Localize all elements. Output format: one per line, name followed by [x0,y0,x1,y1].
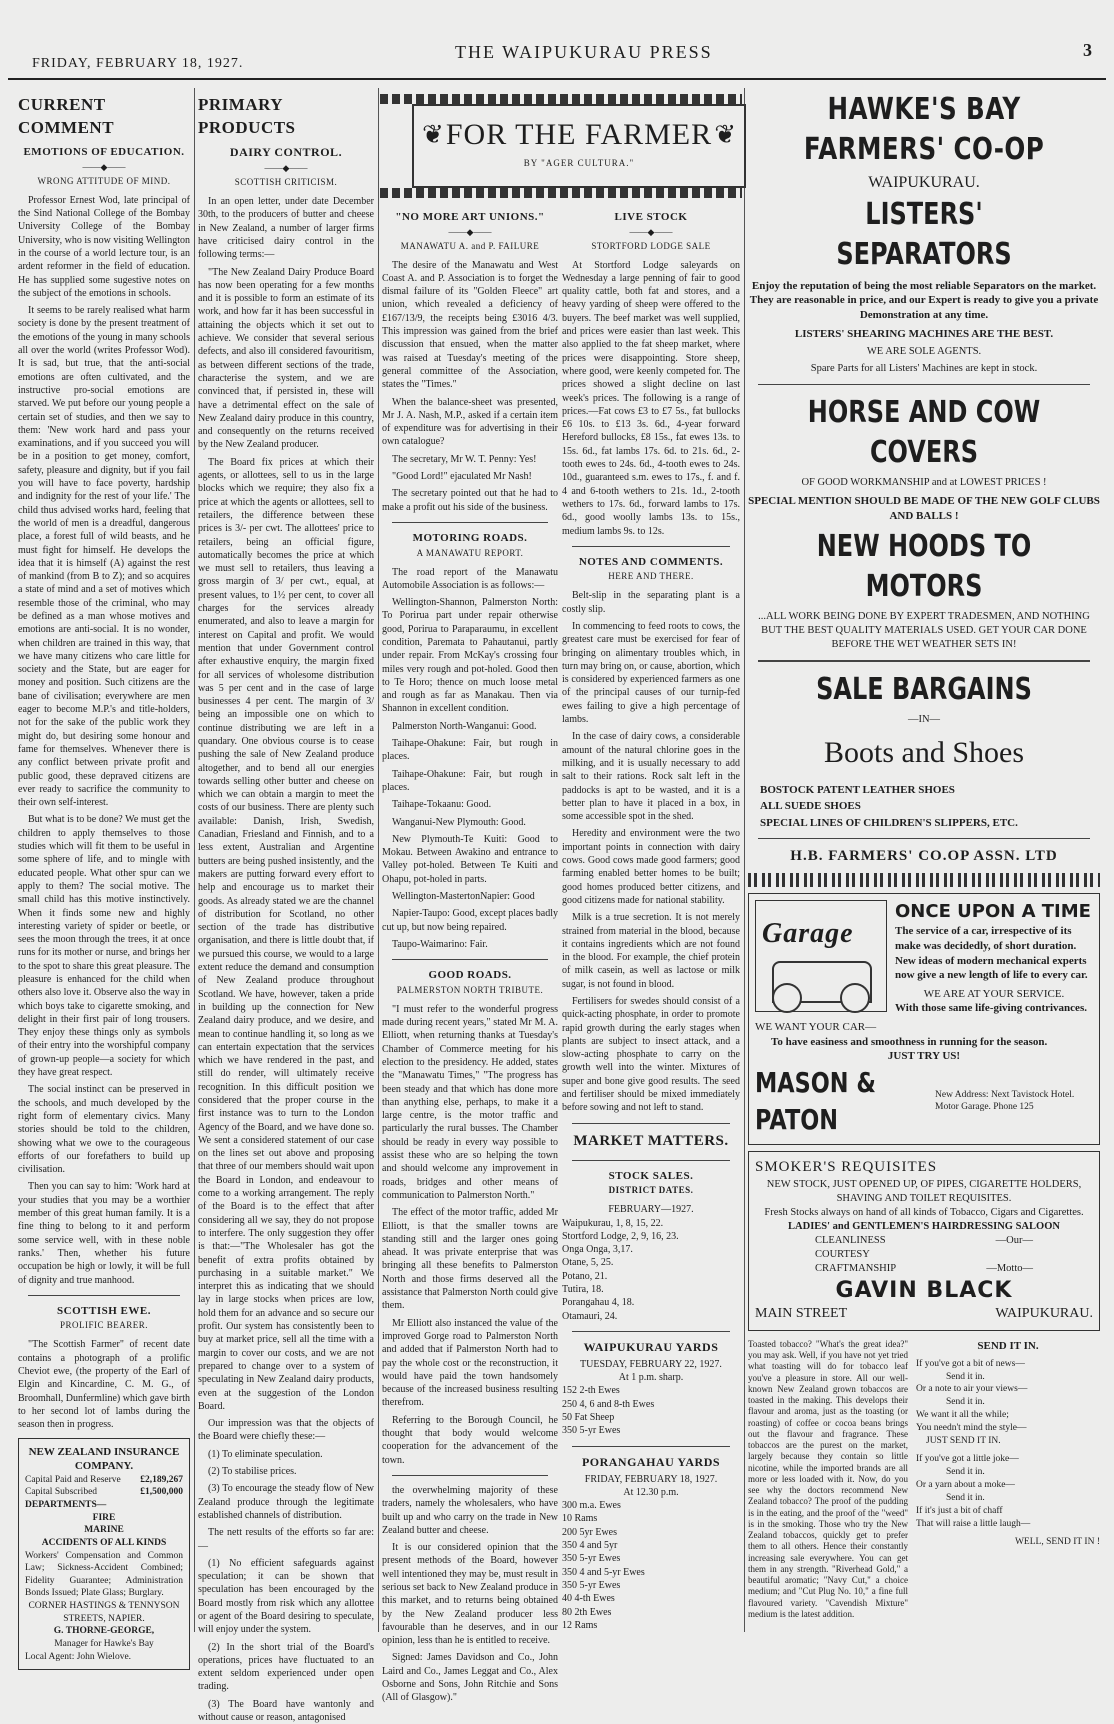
try-us-text: JUST TRY US! [887,1050,961,1063]
sale-date-row: Otamauri, 24. [562,1310,618,1322]
article-paragraph: Napier-Taupo: Good, except places badly cut up, but now being repaired. [382,908,558,933]
hoods-heading: NEW HOODS TO MOTORS [816,529,1032,605]
garage-advert [748,893,1100,1145]
article-paragraph: The desire of the Manawatu and West Coast A. and P. Association is to forget the dismal failure of its "Golden Fleece" art union, which revealed a deficiency of £167/13/9, the receipts being £3016 4/3. This impression was gained from the brief discussion that ensued, when the matter was raised at Tuesday's meeting of the general committee of the Association, states the "Times." [382,259,558,391]
spare-parts-text: Spare Parts for all Listers' Machines are kept in stock. [810,363,1038,375]
article-title: STOCK SALES. [608,1169,694,1182]
garage-word: Garage [762,918,854,950]
poem-line: If it's just a bit of chaff [916,1505,1003,1516]
article-paragraph: "I must refer to the wonderful progress made during recent years," stated Mr M. A. Elliott, when returning thanks at Tuesday's Chamber of Commerce meeting for his election to the presidency. He added, states the "Manawatu Times," "The progress has been steady and that which has done more than anything else, perhaps, to make it a large centre, is the motor traffic and particularly the rural busses. The Chamber should be ready in every way possible to assist these who are so helping the town and should welcome any improvement in roads, bridges and other means of communication to Palmerston North." [382,1003,558,1201]
column-current-comment [18,88,190,1662]
shearing-text: LISTERS' SHEARING MACHINES ARE THE BEST. [794,327,1054,340]
article-title: NOTES AND COMMENTS. [578,555,724,568]
bottom-section [748,1339,1100,1620]
courtesy-text: COURTESY [815,1249,870,1261]
article-paragraph: Taihape-Ohakune: Fair, but rough in places. [382,738,558,763]
insurance-manager: G. THORNE-GEORGE, [53,1626,155,1637]
garage-car-illustration [755,900,887,1012]
coop-advert [748,90,1100,652]
department-item: ACCIDENTS OF ALL KINDS [41,1537,167,1548]
insurance-lines: Workers' Compensation and Common Law; Sickness-Accident Combined; Fidelity Guarantee; Administration Bonds Issued; Plate Glass; Burglary. [25,1550,183,1599]
yards-item: 350 5-yr Ewes [562,1425,621,1437]
banner-title: FOR THE FARMER [445,118,713,151]
article-paragraph: When the balance-sheet was presented, Mr J. A. Nash, M.P., asked if a certain item of expenditure was for advertising in their own catalogue? [382,396,558,448]
yards-title: WAIPUKURAU YARDS [583,1339,719,1354]
hb-coop-name: H.B. FARMERS' CO.OP ASSN. LTD [790,848,1058,865]
article-subtitle: SCOTTISH CRITICISM. [234,177,338,188]
capital-paid-row: Capital Paid and Reserve £2,189,267 [25,1474,183,1485]
article-paragraph: "The New Zealand Dairy Produce Board has now been operating for a few months and it is possible to form an estimate of its work, and how far it has been successful in attaining the objects which it set out to achieve. We consider that several serious defects, and also ill considered favouritism, as between different sections of the trade, characterise the system, and we are convinced that, if persisted in, these will have a detrimental effect on the sale of New Zealand dairy produce in this country, and consequently on the returns received by the New Zealand producer. [198,266,374,451]
article-paragraph: The effect of the motor traffic, added Mr Elliott, is that the smaller towns are standing still and the larger ones going ahead. It was private enterprise that was bringing all these benefits to Palmerston North and those firms deserved all the assistance that Palmerston North could give them. [382,1207,558,1312]
article-paragraph: The Board fix prices at which their agents, or allottees, sell to us in the large blocks which we require; they also fix a price at which the agents or allottees, sell to retailers, the difference between these prices is 3/- per cwt. The allottees' price to retailers, being an official figure, automatically becomes the price at which we must sell to retailers, thus leaving a gross margin of 3/ per cwt., equal, at present values, to 1½ per cent, to cover all charges for the services already enumerated, and also to leave a margin for interest on Capital and profit. We would mention that under Government control after exhaustive enquiry, the margin fixed for all services of wholesome distribution was 5 per cent and in the case of large businesses 4 per cent. The margin of 3/ being an impossible one on which to continue distributing we are left in a quandary. One obvious course is to cease pushing the sale of New Zealand produce altogether, and to bend all our energies towards selling other butter and cheese on which we can obtain a margin to meet the costs of our business. There are plenty such available: Danish, Irish, Swedish, Canadian, Friesland and Finnish, and to a less extent, Australian and Argentine butters are being pushed insistently, and the makers are putting forward every effort to help and encourage us to market their goods. As already stated we are the channel of distribution for Scotland, no other section of the trade has distributive organisation, and there is little doubt that, if we pursued this course, we would to a large extent reduce the demand and consumption of New Zealand produce throughout Scotland. We have, however, taken a pride in building up the connection for New Zealand dairy produce, and we desire, and mean to continue handling it, so long as we can entertain expectation that the services which we have rendered in the past, and still do render, will ultimately receive recognition. In this difficult position we considered that the proper course in the first instance was to turn to the London Agency of the Board, and we have done so. We sent a considered statement of our case on the lines set out above and proposing that three of our members should wait upon the Board in London, and endeavour to come to a working arrangement. The reply of the Board is to the effect that after considering all we say, they do not propose to interfere. The only suggestion they offer is that:—"The Wholesaler has got the benefit of extra profits obtained by purchasing in a suitable market." We interpret this as indicating that we should lay in large stocks when prices are low, hold them for an advance and so secure our profit. Our system has consistently been to buy at market price, sell all the time with a margin to cover our costs, and we are not prepared to change over to a system of speculating in New Zealand dairy products, even at the suggestion of the London Board. [198,456,374,1412]
coop-title: HAWKE'S BAY FARMERS' CO-OP [803,92,1045,167]
yards-item: 80 2th Ewes [562,1606,612,1618]
poem-line: Or a note to air your views— [916,1384,1028,1395]
covers-heading: HORSE AND COW COVERS [807,395,1041,471]
yards-item: 12 Rams [562,1619,598,1631]
shoe-line: ALL SUEDE SHOES [760,800,861,813]
article-paragraph: Wellington-Shannon, Palmerston North: To Porirua part under repair otherwise good, Porirua to Paraparaumu, in excellent condition, Paremata to Pahautanui, partly under repair. From McKay's crossing four miles very rough and pot-holed. Good then to Te Horo; thence on much loose metal and rough as far as Manakau. Then via Shannon in excellent condition. [382,597,558,715]
wheat-sprig-icon: ❦ [714,120,736,149]
article-subtitle: HERE AND THERE. [608,571,694,582]
yards-date: FRIDAY, FEBRUARY 18, 1927. [584,1473,718,1485]
article-subtitle: DISTRICT DATES. [608,1185,694,1196]
article-title: LIVE STOCK [614,211,688,223]
article-paragraph: New Plymouth-Te Kuiti: Good to Mokau. Between Awakino and entrance to Valley pot-holed. Between Te Kuiti and Ohapu, pot-holed in parts. [382,833,558,885]
sale-date-row: Waipukurau, 1, 8, 15, 22. [562,1217,664,1229]
article-paragraph: In the case of dairy cows, a considerable amount of the natural chlorine goes in the milking, and it is usually necessary to add salt to their rations. Rock salt left in the paddocks is apt to be wasted, and it is a better plan to have it placed in a box, in some accessible spot in the shed. [562,731,740,823]
boots-heading: Boots and Shoes [823,735,1024,769]
ornament-divider: ——◆—— [264,163,308,174]
gavin-black-name: GAVIN BLACK [835,1278,1013,1304]
poem-line: You needn't mind the style— [916,1422,1027,1433]
capital-subscribed-row: Capital Subscribed £1,500,000 [25,1487,183,1498]
article-paragraph: Fertilisers for swedes should consist of a quick-acting phosphate, in order to promote rapid growth during the early stages when plants are subject to insect attack, and a slow-acting phosphate to carry on the growth well into the winter. Mixtures of super and bone give good results. The seed and fertiliser should be mixed immediately before sowing and not left to stand. [562,996,740,1114]
wheel-icon [772,983,802,1013]
article-paragraph: The nett results of the efforts so far are:— [198,1527,374,1552]
article-paragraph: Taihape-Ohakune: Fair, but rough in places. [382,768,558,793]
insurance-manager-title: Manager for Hawke's Bay [54,1638,154,1649]
article-title: GOOD ROADS. [428,969,512,982]
yards-item: 350 5-yr Ewes [562,1579,621,1591]
article-paragraph: the overwhelming majority of these traders, namely the wholesalers, who have built up and who carry on the trade in New Zealand butter and cheese. [382,1484,558,1536]
sale-date-row: Onga Onga, 3,17. [562,1244,633,1256]
month-label: FEBRUARY—1927. [608,1204,694,1216]
tobacco-article: Toasted tobacco? "What's the great idea?" you may ask. Well, if you have not yet tried what toasting will do for tobacco leaf you've a pleasure in store. All our well-known New Zealand grown tobaccos are toasted in the making. This develops their flavour and aroma, just as the toasting (or roasting) of coffee or cocoa beans brings out the flavour and fragrance. These tobaccos are the purest on the market, largely because they contain so little nicotine, while the imported brands are all more or less loaded with it. Now, do you see why the doctors recommend New Zealand tobacco? The proof of the pudding is in the eating, and the proof of the "weed" is in the smoking. Those who try the New Zealand tobaccos, quickly get to prefer them to all others. Hence their constantly increasing sale everywhere. You can get them in any strength. "Riverhead Gold," a beautiful aromatic; "Navy Cut," a choice medium; and "Cut Plug No. 10," a fine full flavoured variety. "Cavendish Mixture" medium is the latest addition. [748,1338,908,1619]
ornamental-border-bottom [380,188,742,198]
poem-line: Send it in. [946,1467,985,1478]
article-paragraph: Referring to the Borough Council, he thought that body would welcome cooperation for the advancement of the town. [382,1414,558,1466]
poem-line: If you've got a little joke— [916,1454,1019,1465]
poem-line: Or a yarn about a moke— [916,1480,1015,1491]
section-heading: CURRENT COMMENT [18,95,115,137]
hoods-text: ...ALL WORK BEING DONE BY EXPERT TRADESMEN, AND NOTHING BUT THE BEST QUALITY MATERIALS USED. GET YOUR CAR DONE BEFORE THE WET WEATHER SETS IN! [758,611,1090,650]
smokers-heading: SMOKER'S REQUISITES [755,1159,938,1176]
newspaper-title: THE WAIPUKURAU PRESS [455,42,713,62]
article-title: DAIRY CONTROL. [229,145,343,160]
article-paragraph: (2) To stabilise prices. [208,1466,297,1478]
sale-date-row: Porangahau 4, 18. [562,1297,635,1309]
want-car-text: WE WANT YOUR CAR— [755,1021,877,1034]
poem-title: SEND IT IN. [977,1339,1039,1352]
column-primary-products [198,88,374,1724]
article-paragraph: It is our considered opinion that the present methods of the Board, however well intentioned they may be, must result in serious set back to New Zealand produce in this market, and to returns being obtained by the New Zealand producer less favourable than he deserves, and in our opinion, less than he is entitled to receive. [382,1542,558,1647]
saloon-text: LADIES' and GENTLEMEN'S HAIRDRESSING SALOON [788,1221,1060,1233]
article-paragraph: In commencing to feed roots to cows, the greatest care must be exercised for fear of bringing on alimentary troubles which, in turn may bring on, or cause, abortion, which is considered by experienced farmers as one of the principal causes of our turnip-fed ewes failing to give a high percentage of lambs. [562,620,740,726]
article-subtitle: WRONG ATTITUDE OF MIND. [37,175,171,186]
issue-date: FRIDAY, FEBRUARY 18, 1927. [32,56,244,71]
article-paragraph: (1) To eliminate speculation. [208,1448,323,1460]
article-paragraph: Our impression was that the objects of the Board were chiefly these:— [198,1418,374,1443]
article-paragraph: (2) In the short trial of the Board's operations, prices have fluctuated to an extent seldom experienced under open trading. [198,1641,374,1693]
smokers-advert [748,1151,1100,1330]
masthead-rule [8,78,1106,80]
yards-time: At 12.30 p.m. [623,1486,679,1498]
yards-item: 10 Rams [562,1513,598,1525]
article-divider [28,1295,180,1296]
once-heading: ONCE UPON A TIME [895,901,1091,923]
yards-item: 250 4, 6 and 8-th Ewes [562,1398,655,1410]
article-subtitle: PALMERSTON NORTH TRIBUTE. [396,984,544,995]
insurance-name: NEW ZEALAND INSURANCE COMPANY. [28,1445,180,1473]
page-number: 3 [1083,40,1092,60]
poem-line: We want it all the while; [916,1410,1009,1420]
article-paragraph: Wellington-MastertonNapier: Good [392,891,535,903]
article-title: "NO MORE ART UNIONS." [395,211,545,223]
decorative-pattern [748,873,1100,887]
department-item: FIRE [92,1512,116,1523]
poem-line: Send it in. [946,1371,985,1382]
easiness-text: To have easiness and smoothness in running for the season. [771,1035,1048,1048]
article-subtitle: STORTFORD LODGE SALE [591,240,711,251]
masthead [0,0,1114,92]
article-subtitle: A MANAWATU REPORT. [416,547,524,558]
covers-text: OF GOOD WORKMANSHIP and at LOWEST PRICES ! [801,477,1047,489]
article-paragraph: Taupo-Waimarino: Fair. [392,938,488,950]
wheat-sprig-icon: ❦ [422,120,444,149]
yards-item: 350 5-yr Ewes [562,1553,621,1565]
article-paragraph: Heredity and environment were the two important points in connection with dairy cows. Good cows made good farmers; good farming enabled better homes to be built; good homes produced better citizens, and good citizens made for national stability. [562,828,740,906]
insurance-address: CORNER HASTINGS & TENNYSON STREETS, NAPIER. [28,1601,180,1624]
mason-address: New Address: Next Tavistock Hotel. Motor Garage. Phone 125 [935,1089,1075,1113]
smokers-text: NEW STOCK, JUST OPENED UP, OF PIPES, CIGARETTE HOLDERS, SHAVING AND TOILET REQUISITES. [766,1179,1082,1205]
article-paragraph: Milk is a true secretion. It is not merely strained from material in the blood, because it contains ingredients which are not found in the blood. For example, the chief protein of milk casein, as well as lactose or milk sugar, is not found in blood. [562,912,740,990]
article-paragraph: Then you can say to him: 'Work hard at your studies that you may be a worthier member of this great human family. It is a fine thing to belong to it and perform some service well, with in these noble ranks.' Then, whether his future occupation be high or lowly, it will be full of dignity and true manhood. [18,1181,190,1286]
coop-place: WAIPUKURAU. [868,173,980,191]
listers-heading: LISTERS' SEPARATORS [836,197,1012,272]
poem-line: That will raise a little laugh— [916,1518,1031,1529]
sale-date-row: Potano, 21. [562,1270,608,1282]
yards-item: 152 2-th Ewes [562,1385,620,1397]
article-paragraph: The secretary pointed out that he had to make a profit out his side of the business. [382,488,558,513]
sale-heading: SALE BARGAINS [816,671,1032,707]
at-your-service: WE ARE AT YOUR SERVICE. [923,987,1065,1000]
department-item: MARINE [84,1525,124,1536]
for-the-farmer-banner [412,104,746,188]
shoe-lines [748,783,1100,831]
article-title: MOTORING ROADS. [412,531,528,544]
section-heading: PRIMARY PRODUCTS [198,95,296,137]
wheel-icon [840,983,870,1013]
article-paragraph: Taihape-Tokaanu: Good. [392,799,492,811]
ornamental-border-top [380,94,742,104]
mason-paton-name: MASON & PATON [755,1065,876,1137]
column-divider [378,88,379,1632]
yards-item: 300 m.a. Ewes [562,1500,621,1512]
gavin-address-row: MAIN STREET WAIPUKURAU. [755,1306,1093,1322]
column-farmer-left: "NO MORE ART UNIONS." ——◆—— MANAWATU A. and P. FAILURE The desire of the Manawatu and West Coast A. and P. Association is to forget the dismal failure of its "Golden Fleece" art union, which revealed a deficiency of £167/13/9, the receipts being £3016 4/3. This impression was gained from the brief discussion that ensued, when the matter was raised at Tuesday's meeting of the general committee of the Association, states the "Times." When the balance-sheet was presented, Mr J. A. Nash, M.P., asked if a certain item of expenditure was for advertising in their own catalogue? The secretary, Mr W. T. Penny: Yes! "Good Lord!" ejaculated Mr Nash! The secretary pointed out that he had to make a profit out his side of the business. MOTORING ROADS. A MANAWATU REPORT. The road report of the Manawatu Automobile Association is as follows:— Wellington-Shannon, Palmerston North: To Porirua part under repair otherwise good, Porirua to Paraparaumu, in excellent condition, Paremata to Pahautanui, partly under repair. From McKay's crossing four miles very rough and pot-holed. Good then to Te Horo; thence on much loose metal and rough as far as Manakau. Then via Shannon in excellent condition. Palmerston North-Wanganui: Good. Taihape-Ohakune: Fair, but rough in places. Taihape-Ohakune: Fair, but rough in places. Taihape-Tokaanu: Good. Wanganui-New Plymouth: Good. New Plymouth-Te Kuiti: Good to Mokau. Between Awakino and entrance to Valley pot-holed. Between Te Kuiti and Ohapu, pot-holed in parts. Wellington-MastertonNapier: Good Napier-Taupo: Good, except places badly cut up, but now being repaired. Taupo-Waimarino: Fair. GOOD ROADS. PALMERSTON NORTH TRIBUTE. "I must refer to the wonderful progress made during recent years," stated Mr M. A. Elliott, when returning thanks at Tuesday's Chamber of Commerce meeting for his election to the presidency. He added, states the "Manawatu Times," "The progress has been steady and that which has done more than anything else, perhaps, to make it a large centre, is the motor traffic and particularly the rural busses. The Chamber should be ready in every way possible to assist these who are so helping the town and should welcome any improvement in roads, bridges and other means of communication to Palmerston North." The effect of the motor traffic, added Mr Elliott, is that the smaller towns are standing still and the larger ones going ahead. It was private enterprise that was bringing all these benefits to Palmerston North and those firms deserved all the assistance that Palmerston North could give them. Mr Elliott also instanced the value of the improved Gorge road to Palmerston North and added that if Palmerston North had to pay the whole cost or the reconstruction, it would have paid the town handsomely because of the increased business resulting therefrom. Referring to the Borough Council, he thought that body would welcome cooperation for the advancement of the town. the overwhelming majority of these traders, namely the wholesalers, who have built up and who carry on the trade in New Zealand butter and cheese. It is our considered opinion that the present methods of the Board, however well intentioned they may be, must result in serious set back to New Zealand produce in this market, and to returns being obtained by the New Zealand producer less favourable than he deserves, and in our opinion, less than he is entitled to receive. Signed: James Davidson and Co., John Laird and Co., James Leggat and Co., Alex Osborne and Sons, John Ritchie and Sons (All of Glasgow)." [382,211,558,1704]
article-paragraph: Palmerston North-Wanganui: Good. [392,720,537,732]
article-paragraph: (3) The Board have wantonly and without cause or reason, antagonised [198,1698,374,1724]
ornament-divider: ——◆—— [82,161,126,172]
mason-row [755,1064,1093,1138]
yards-date: TUESDAY, FEBRUARY 22, 1927. [580,1358,722,1370]
article-paragraph: At Stortford Lodge saleyards on Wednesday a large penning of fair to good quality cattle, both fat and stores, and a heavy yarding of sheep were offered to the buyers. The beef market was well supplied, and prices were easier than last week. This also applied to the fat sheep market, where prices were disappointing. Store sheep, where good, were keenly competed for. The prices showed a slight decline on last week's prices. The following is a range of prices.—Fat cows £3 to £7 5s., fat bullocks £6 10s. to £13 3s. 6d., 4-year forward Hereford bullocks, £8 15s., fat ewes 13s. to 15s. 6d., fat lambs 17s. 6d. to 21s. 6d., 2-tooth ewes to 24s. 6d., 4-tooth ewes to 24s. 10d., guaranteed s.m. ewes to 17s., f. and f. 4 and 6-tooth wethers to 21s. 1d., 2-tooth wethers to 17s. 6d., forward lambs to 17s. 6d., good woolly lambs 13s. to 15s., medium lambs 9s. to 12s. [562,259,740,537]
yards-item: 350 4 and 5-yr Ewes [562,1566,645,1578]
yards-item: 200 5yr Ewes [562,1526,617,1538]
column-farmer-right: LIVE STOCK ——◆—— STORTFORD LODGE SALE At Stortford Lodge saleyards on Wednesday a large penning of fair to good quality cattle, both fat and stores, and a heavy yarding of sheep were offered to the buyers. The beef market was well supplied, and prices were easier than last week. This also applied to the fat sheep market, where prices were disappointing. Store sheep, where good, were keenly competed for. The prices showed a slight decline on last week's prices. The following is a range of prices.—Fat cows £3 to £7 5s., fat bullocks £6 10s. to £13 3s. 6d., 4-year forward Hereford bullocks, £8 15s., fat ewes 13s. to 15s. 6d., fat lambs 17s. 6d. to 21s. 6d., 2-tooth ewes to 24s. 6d., 4-tooth ewes to 24s. 10d., guaranteed s.m. ewes to 17s., f. and f. 4 and 6-tooth wethers to 21s. 1d., 2-tooth wethers to 17s. 6d., forward lambs to 17s. 6d., good woolly lambs 13s. to 15s., medium lambs 9s. to 12s. NOTES AND COMMENTS. HERE AND THERE. Belt-slip in the separating plant is a costly slip. In commencing to feed roots to cows, the greatest care must be exercised for fear of bringing on alimentary troubles which, in turn may bring on, or cause, abortion, which is considered by experienced farmers as one of the principal causes of our turnip-fed ewes failing to give a high percentage of lambs. In the case of dairy cows, a considerable amount of the natural chlorine goes in the milking, and it is usually necessary to add salt to their rations. Rock salt left in the paddocks is apt to be wasted, and it is a better plan to have it placed in a box, in some accessible spot in the shed. Heredity and environment were the two important points in connection with dairy cows. Good cows made good farmers; good farming enabled better homes to be built; good homes produced better citizens, and good citizens made for national stability. Milk is a true secretion. It is not merely strained from material in the blood, because it contains ingredients which are not found in the blood. For example, the chief protein of milk casein, as well as lactose or milk sugar, is not found in blood. Fertilisers for swedes should consist of a quick-acting phosphate, in order to promote rapid growth during the early stages when plants are subject to insect attack, and a slow-acting phosphate to carry on the growth well into the winter. Mixtures of super and bone give good results. The seed and fertiliser should be mixed immediately before sowing and not left to stand. MARKET MATTERS. STOCK SALES. DISTRICT DATES. FEBRUARY—1927. Waipukurau, 1, 8, 15, 22. Stortford Lodge, 2, 9, 16, 23. Onga Onga, 3,17. Otane, 5, 25. Potano, 21. Tutira, 18. Porangahau 4, 18. Otamauri, 24. WAIPUKURAU YARDS TUESDAY, FEBRUARY 22, 1927. At 1 p.m. sharp. 152 2-th Ewes 250 4, 6 and 8-th Ewes 50 Fat Sheep 350 5-yr Ewes PORANGAHAU YARDS FRIDAY, FEBRUARY 18, 1927. At 12.30 p.m. 300 m.a. Ewes 10 Rams 200 5yr Ewes 350 4 and 5yr 350 5-yr Ewes 350 4 and 5-yr Ewes 350 5-yr Ewes 40 4-th Ewes 80 2th Ewes 12 Rams [562,211,740,1631]
article-paragraph: The road report of the Manawatu Automobile Association is as follows:— [382,566,558,591]
article-paragraph: (3) To encourage the steady flow of New Zealand produce through the legitimate established channels of distribution. [198,1483,374,1521]
motto-row: CRAFTMANSHIP —Motto— [815,1263,1033,1275]
article-paragraph: Wanganui-New Plymouth: Good. [392,816,526,828]
contrivances-text: With those same life-giving contrivances. [895,1002,1087,1015]
yards-item: 40 4-th Ewes [562,1593,615,1605]
yards-title: PORANGAHAU YARDS [581,1454,721,1469]
article-paragraph: "Good Lord!" ejaculated Mr Nash! [392,471,532,483]
column-divider [194,88,195,1632]
banner-byline: BY "AGER CULTURA." [523,158,635,168]
poem-line: If you've got a bit of news— [916,1358,1025,1369]
article-paragraph: Signed: James Davidson and Co., John Laird and Co., James Leggat and Co., Alex Osborne and Sons, John Ritchie and Sons (All of Glasgow)." [382,1652,558,1704]
poem-line: Send it in. [946,1397,985,1408]
motto-row: CLEANLINESS —Our— [815,1235,1033,1247]
article-paragraph: In an open letter, under date December 30th, to the producers of butter and cheese in New Zealand, a number of larger firms have criticised dairy control in the following terms:— [198,196,374,261]
poem-line: Send it in. [946,1492,985,1503]
sole-agents-text: WE ARE SOLE AGENTS. [866,346,982,358]
section-heading: MARKET MATTERS. [573,1132,729,1149]
sale-date-row: Tutira, 18. [562,1283,604,1295]
yards-item: 350 4 and 5yr [562,1540,618,1552]
article-paragraph: The secretary, Mr W. T. Penny: Yes! [392,453,537,465]
once-text: The service of a car, irrespective of its make was decidedly, of short duration. New ideas of modern mechanical experts now give a new length of life to every car. [895,925,1088,982]
article-subtitle: PROLIFIC BEARER. [59,1320,148,1331]
article-paragraph: (1) No efficient safeguards against speculation; it can be shown that speculation has been encouraged by the Board mostly from risk which any allottee or agent of the Board desiring to speculate, will enjoy under the system. [198,1557,374,1636]
article-paragraph: Mr Elliott also instanced the value of the improved Gorge road to Palmerston North and added that if Palmerston North had to pay the whole cost or the reconstruction, it would have paid the town handsomely because of the increased business resulting therefrom. [382,1317,558,1409]
sale-in: —IN— [907,713,941,725]
article-paragraph: But what is to be done? We must get the children to apply themselves to those studies which will fit them to be useful in some sphere of life, and to mingle with educated people. What other spur can we apply to them? The social motive. The small child has this motive instinctively. When it finds some new and highly interesting variety of spider or beetle, or sees the moon through the trees, it at once runs for its mother or nurse, and brings her to the spot to share this great pleasure. The pleasure is enhanced for the child when others also love it. Observe also the way in which boys take to cigarette smoking, and delight in their first pair of long trousers. They enjoy these things only as symbols of their entry into the worshipful company of grown-up people—a society for which they have great respect. [18,814,190,1079]
poem-line: JUST SEND IT IN. [926,1435,1001,1446]
shoe-line: SPECIAL LINES OF CHILDREN'S SLIPPERS, ETC. [760,816,1018,829]
sale-advert [748,670,1100,888]
column-advertisements [748,88,1100,1632]
article-subtitle: MANAWATU A. and P. FAILURE [400,240,540,251]
send-it-in-poem [916,1339,1100,1620]
golf-text: SPECIAL MENTION SHOULD BE MADE OF THE NEW GOLF CLUBS AND BALLS ! [748,494,1100,522]
insurance-agent: Local Agent: John Wielove. [25,1651,132,1662]
insurance-advert [18,1438,190,1671]
listers-text: Enjoy the reputation of being the most reliable Separators on the market. They are reasonable in price, and our Expert is ready to give you a private Demonstration at any time. [749,279,1099,322]
yards-time: At 1 p.m. sharp. [618,1372,684,1384]
fresh-stocks-text: Fresh Stocks always on hand of all kinds of Tobacco, Cigars and Cigarettes. [764,1207,1084,1219]
poem-line: WELL, SEND IT IN ! [1014,1537,1100,1548]
article-title: SCOTTISH EWE. [57,1304,151,1317]
article-title: EMOTIONS OF EDUCATION. [23,146,185,159]
sale-date-row: Stortford Lodge, 2, 9, 16, 23. [562,1230,679,1242]
column-divider [744,88,745,1632]
article-paragraph: "The Scottish Farmer" of recent date contains a photograph of a prolific Cheviot ewe, (the property of the Earl of Elgin and Kincardine, C. M. G., of Broomhall, Dunfermline) which gave birth to her second lot of lambs during the season then in progress. [18,1339,190,1431]
article-paragraph: It seems to be rarely realised what harm society is done by the present treatment of the emotions of the young in many schools all over the world (writes Professor Wod). It is sad, but true, that the anti-social emotions are often cultivated, and the instructive pro-social emotions are starved. We put before our young people a certain set of studies, and then we say to them: 'New work hard and pass your examinations, and if you succeed you will be in a position to get money, comfort, safety, pleasure and dignity, but if you fail you will have to face poverty, hardship and indignity for the rest of your life.' The child thus advised works hard, feeling that the world of men is a dreadful, dangerous place, a forest full of wild beasts, and he must fight for himself. He develops the idea that it is himself (A) against the rest of mankind (from B to Z); and so acquires a state of mind and a set of motives which resemble those of the criminal, who may be defined as a man whose motives and emotions are anti-social. It is no wonder, when children are trained in this way, that we have many citizens who care little for society and the State, but are eager for money and position. Such citizens are the bane of civilisation; everywhere are men eager to become M.P.'s and title-holders, not for the sake of the public work they might do, but desiring some honour and fame for themselves. Whenever there is any conflict between private profit and public good, these depraved citizens are ever ready to sacrifice the community to their own self-interest. [18,305,190,809]
sale-date-row: Otane, 5, 25. [562,1257,614,1269]
article-paragraph: Professor Ernest Wod, late principal of the Sind National College of the Bombay University College of the Bombay University, who is now visiting Wellington in the course of a world lecture tour, is an ardent reformer in the field of education. He has supplied some sugestive notes on the subject of the emotions in schools. [18,194,190,299]
yards-item: 50 Fat Sheep [562,1412,615,1424]
departments-label: DEPARTMENTS— [25,1500,107,1510]
shoe-line: BOSTOCK PATENT LEATHER SHOES [760,783,955,796]
article-paragraph: The social instinct can be preserved in the schools, and much developed by the right form of elementary civics. Many stories should be told to the children, showing what we owe to the courageous efforts of our forefathers to build up civilisation. [18,1084,190,1176]
article-paragraph: Belt-slip in the separating plant is a costly slip. [562,590,740,615]
